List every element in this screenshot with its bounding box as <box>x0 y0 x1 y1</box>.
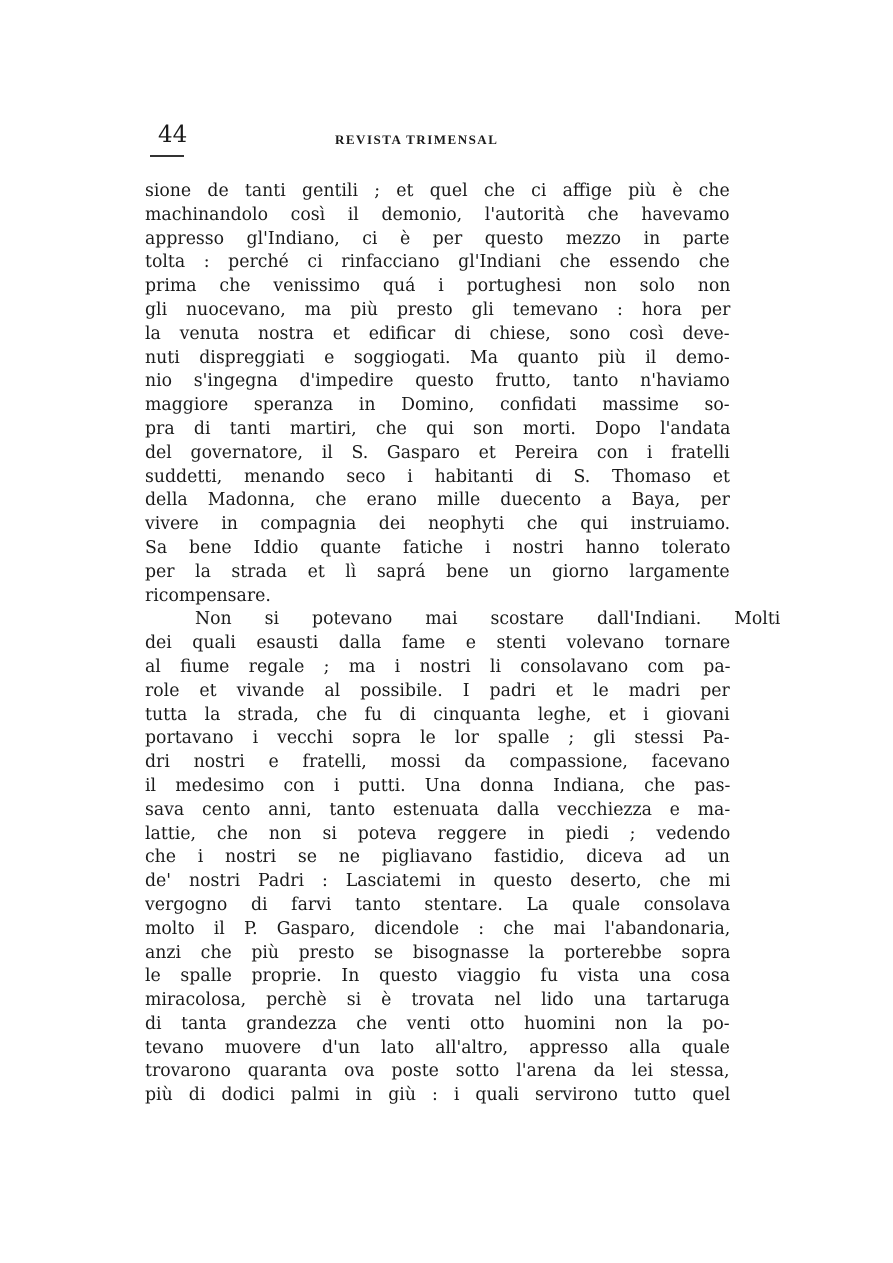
text-line: ricompensare. <box>145 585 271 606</box>
text-line: sava cento anni, tanto estenuata dalla vecchiezza e ma- <box>145 799 731 820</box>
text-line: anzi che più presto se bisognasse la porterebbe sopra <box>145 942 731 963</box>
header-rule <box>150 155 184 157</box>
text-line: il medesimo con i putti. Una donna Indiana, che pas- <box>145 775 731 796</box>
text-line: sione de tanti gentili ; et quel che ci affige più è che <box>145 181 730 201</box>
text-line: machinandolo così il demonio, l'autorità che havevamo <box>145 204 730 225</box>
text-line: Sa bene Iddio quante fatiche i nostri hanno tolerato <box>145 537 731 558</box>
text-line: portavano i vecchi sopra le lor spalle ; gli stessi Pa- <box>145 728 730 749</box>
text-line: della Madonna, che erano mille duecento a Baya, per <box>145 490 730 511</box>
text-line: Non si potevano mai scostare dall'Indiani. Molti <box>195 609 781 630</box>
text-line: vivere in compagnia dei neophyti che qui instruiamo. <box>145 514 731 535</box>
text-line: le spalle proprie. In questo viaggio fu vista una cosa <box>145 966 730 987</box>
text-line: per la strada et lì saprá bene un giorno largamente <box>145 561 730 582</box>
text-line: lattie, che non si poteva reggere in piedi ; vedendo <box>145 823 731 844</box>
text-line: tolta : perché ci rinfacciano gl'Indiani che essendo che <box>145 252 730 273</box>
text-line: vergogno di farvi tanto stentare. La quale consolava <box>145 894 731 915</box>
text-line: dri nostri e fratelli, mossi da compassione, facevano <box>145 752 730 773</box>
text-line: suddetti, menando seco i habitanti di S. Thomaso et <box>145 466 730 487</box>
text-line: pra di tanti martiri, che qui son morti. Dopo l'andata <box>145 418 731 439</box>
running-head: REVISTA TRIMENSAL <box>335 132 499 147</box>
text-line: maggiore speranza in Domino, confidati massime so- <box>145 395 730 416</box>
text-line: tutta la strada, che fu di cinquanta leghe, et i giovani <box>145 704 730 725</box>
text-line: gli nuocevano, ma più presto gli temevano : hora per <box>145 299 731 320</box>
body-text <box>145 180 781 1108</box>
text-line: più di dodici palmi in giù : i quali servirono tutto quel <box>145 1085 731 1106</box>
text-line: tevano muovere d'un lato all'altro, appresso alla quale <box>145 1037 730 1058</box>
text-line: molto il P. Gasparo, dicendole : che mai l'abandonaria, <box>145 918 731 939</box>
text-line: nuti dispreggiati e soggiogati. Ma quanto più il demo- <box>145 347 730 368</box>
text-line: dei quali esausti dalla fame e stenti volevano tornare <box>145 633 731 654</box>
text-line: la venuta nostra et edificar di chiese, sono così deve- <box>145 323 730 344</box>
text-line: di tanta grandezza che venti otto huomini non la po- <box>145 1013 730 1034</box>
page-number: 44 <box>158 122 188 148</box>
text-line: nio s'ingegna d'impedire questo frutto, tanto n'haviamo <box>145 371 730 392</box>
text-line: trovarono quaranta ova poste sotto l'arena da lei stessa, <box>145 1061 730 1082</box>
text-line: prima che venissimo quá i portughesi non solo non <box>145 276 731 297</box>
text-line: role et vivande al possibile. I padri et le madri per <box>145 680 730 701</box>
text-line: che i nostri se ne pigliavano fastidio, diceva ad un <box>145 847 730 868</box>
text-line: del governatore, il S. Gasparo et Pereira con i fratelli <box>145 442 730 463</box>
text-line: de' nostri Padri : Lasciatemi in questo deserto, che mi <box>145 871 731 892</box>
page-header <box>150 120 730 160</box>
text-line: al fiume regale ; ma i nostri li consolavano com pa- <box>145 656 731 677</box>
text-line: appresso gl'Indiano, ci è per questo mezzo in parte <box>145 228 730 249</box>
text-line: miracolosa, perchè si è trovata nel lido una tartaruga <box>145 990 730 1011</box>
